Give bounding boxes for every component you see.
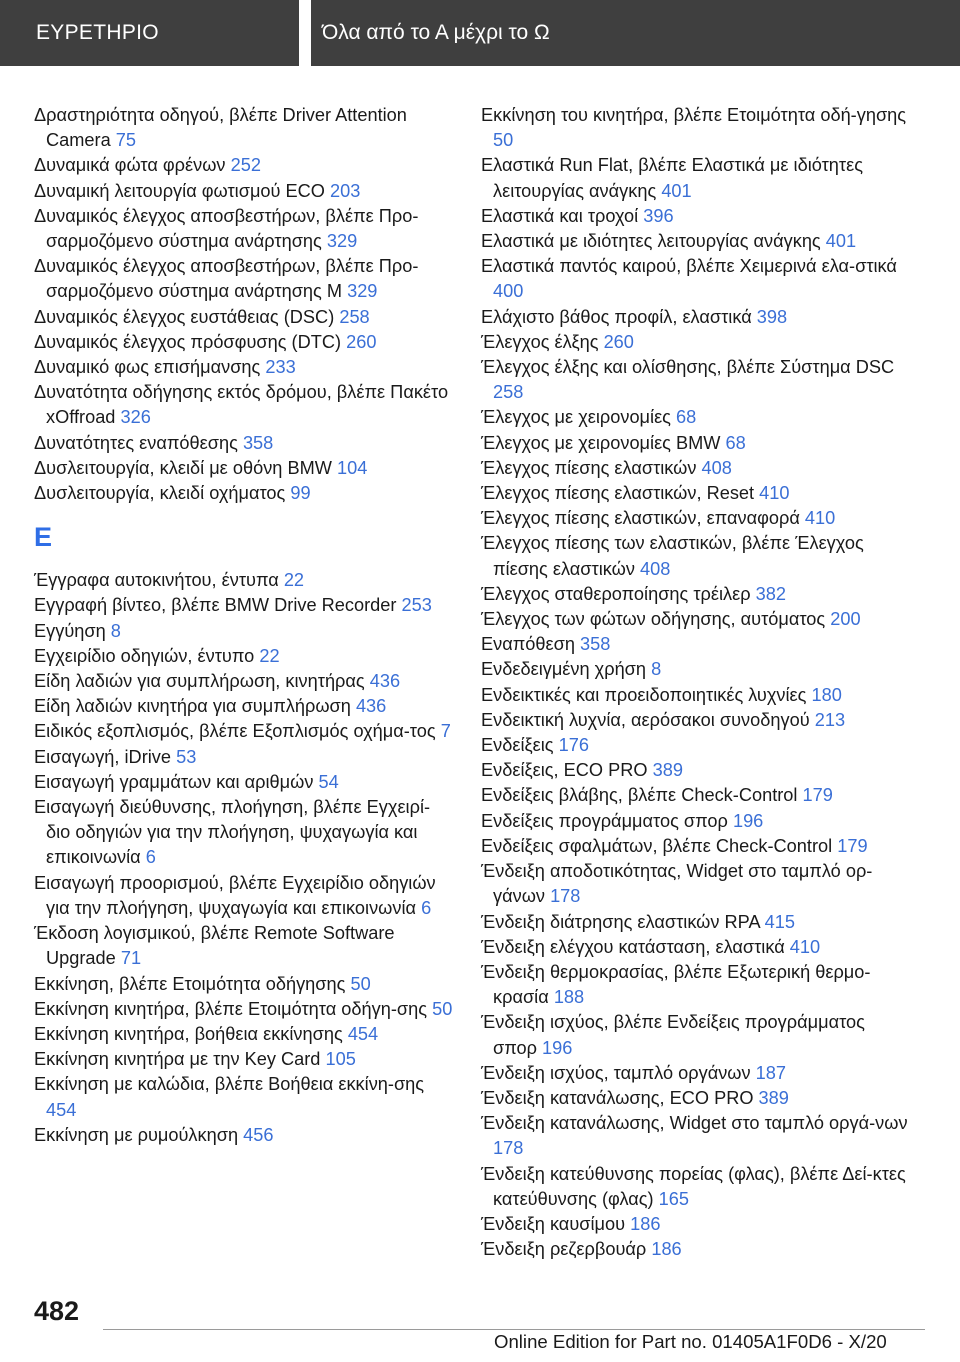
index-entry-text: Ελαστικά και τροχοί [481, 205, 639, 226]
page-link[interactable]: 253 [401, 595, 432, 616]
index-entry [34, 795, 454, 871]
page-link[interactable]: 454 [46, 1099, 77, 1120]
index-entry-text: Ενδεικτικές και προειδοποιητικές λυχνίες [481, 684, 807, 705]
index-entry-text: Εισαγωγή γραμμάτων και αριθμών [34, 771, 314, 792]
index-entry-text: Έλεγχος πίεσης των ελαστικών, βλέπε Έλεγχος πίεσης ελαστικών [481, 533, 864, 579]
index-entry [481, 330, 911, 355]
index-entry-text: Εκκίνηση κινητήρα, βοήθεια εκκίνησης [34, 1023, 343, 1044]
index-entry-text: Ενδείξεις σφαλμάτων, βλέπε Check-Control [481, 835, 833, 856]
index-entry [481, 582, 911, 607]
index-entry [34, 204, 454, 254]
index-entry [481, 1061, 911, 1086]
index-entry [481, 1111, 911, 1161]
index-entry-text: Δυναμικό φως επισήμανσης [34, 357, 261, 378]
index-entry-text: Δυναμικός έλεγχος ευστάθειας (DSC) [34, 306, 335, 327]
page-link[interactable]: 329 [326, 231, 358, 252]
page-link[interactable]: 410 [759, 483, 790, 504]
page-link[interactable]: 382 [755, 583, 787, 604]
page-link[interactable]: 179 [837, 835, 868, 856]
index-entry-text: Έγγραφα αυτοκινήτου, έντυπα [34, 570, 279, 591]
page-link[interactable]: 196 [732, 810, 764, 831]
page-link[interactable]: 436 [369, 671, 401, 692]
page-link[interactable]: 196 [542, 1037, 573, 1058]
index-entry-text: Έκδοση λογισμικού, βλέπε Remote Software Upgrade [34, 923, 395, 969]
index-entry-text: Ένδειξη ελέγχου κατάσταση, ελαστικά [481, 936, 785, 957]
page-link[interactable]: 178 [550, 886, 581, 907]
index-entry-text: Ένδειξη κατανάλωσης, ECO PRO [481, 1087, 754, 1108]
index-entry-text: Εναπόθεση [481, 634, 575, 655]
index-entry [34, 380, 454, 430]
index-entry [481, 1212, 911, 1237]
index-entry-text: Ενδείξεις βλάβης, βλέπε Check-Control [481, 785, 798, 806]
index-entry-text: Έλεγχος έλξης [481, 331, 599, 352]
index-entry [34, 1047, 454, 1072]
index-entry-text: Δυναμικά φώτα φρένων [34, 155, 226, 176]
page-link[interactable]: 396 [643, 205, 674, 226]
index-entry [34, 481, 454, 506]
index-column-left [34, 103, 454, 1148]
index-entry [481, 305, 911, 330]
page-link[interactable]: 329 [347, 281, 378, 302]
index-entry-text: Είδη λαδιών για συμπλήρωση, κινητήρας [34, 671, 365, 692]
index-entry [481, 733, 911, 758]
index-entry-text: Δυνατότητες εναπόθεσης [34, 432, 238, 453]
index-entry-text: Εισαγωγή διεύθυνσης, πλοήγηση, βλέπε Εγχειρί-διο οδηγιών για την πλοήγηση, ψυχαγωγία και επικοινωνία [34, 797, 431, 868]
page-link[interactable]: 6 [145, 847, 156, 868]
index-group-delta [34, 103, 454, 506]
index-entry-text: Ενδεικτική λυχνία, αερόσακοι συνοδηγού [481, 709, 810, 730]
page-link[interactable]: 68 [725, 432, 746, 453]
page-link[interactable]: 71 [120, 948, 142, 969]
index-entry [481, 431, 911, 456]
index-entry [481, 910, 911, 935]
page-link[interactable]: 186 [651, 1239, 682, 1260]
index-entry-text: Ελαστικά παντός καιρού, βλέπε Χειμερινά ελα-στικά [481, 256, 897, 277]
index-entry-text: Ένδειξη ισχύος, ταμπλό οργάνων [481, 1062, 751, 1083]
page-link[interactable]: 233 [265, 357, 296, 378]
page-link[interactable]: 105 [325, 1049, 356, 1070]
index-entry [481, 834, 911, 859]
page-link[interactable]: 54 [318, 771, 339, 792]
index-entry [34, 1072, 454, 1122]
index-entry-text: Ένδειξη διάτρησης ελαστικών RPA [481, 911, 760, 932]
index-entry [34, 1123, 454, 1148]
page-link[interactable]: 408 [701, 457, 732, 478]
index-entry [481, 1237, 911, 1262]
header-bar [0, 0, 960, 66]
index-entry [481, 405, 911, 430]
index-entry-text: Δυνατότητα οδήγησης εκτός δρόμου, βλέπε Πακέτο xOffroad [34, 382, 449, 428]
page-link[interactable]: 6 [421, 897, 432, 918]
index-entry [34, 619, 454, 644]
index-entry [481, 632, 911, 657]
index-entry [481, 960, 911, 1010]
index-entry [34, 330, 454, 355]
page-link[interactable]: 410 [804, 508, 836, 529]
index-entry-text: Εκκίνηση, βλέπε Ετοιμότητα οδήγησης [34, 973, 346, 994]
page-link[interactable]: 436 [355, 696, 387, 717]
index-entry-text: Εγγύηση [34, 620, 106, 641]
page-link[interactable]: 415 [764, 911, 795, 932]
index-entry-text: Ελάχιστο βάθος προφίλ, ελαστικά [481, 306, 752, 327]
index-entry-text: Έλεγχος σταθεροποίησης τρέιλερ [481, 583, 751, 604]
index-entry [481, 153, 911, 203]
index-entry [481, 708, 911, 733]
page-link[interactable]: 187 [755, 1062, 787, 1083]
page-link[interactable]: 53 [176, 746, 197, 767]
index-entry-text: Ελαστικά Run Flat, βλέπε Ελαστικά με ιδιότητες λειτουργίας ανάγκης [481, 155, 863, 201]
index-entry [481, 758, 911, 783]
index-entry [34, 972, 454, 997]
index-entry [481, 1162, 911, 1212]
page-link[interactable]: 178 [493, 1138, 524, 1159]
page-link[interactable]: 389 [652, 760, 683, 781]
index-entry [481, 657, 911, 682]
page-link[interactable]: 8 [651, 659, 662, 680]
index-entry-text: Είδη λαδιών κινητήρα για συμπλήρωση [34, 696, 351, 717]
index-entry-text: Εκκίνηση κινητήρα, βλέπε Ετοιμότητα οδήγη-σης [34, 998, 428, 1019]
index-entry [34, 305, 454, 330]
index-column-right [481, 103, 911, 1262]
index-entry-text: Έλεγχος με χειρονομίες [481, 407, 671, 428]
page-link[interactable]: 326 [120, 407, 151, 428]
tab-a-to-z[interactable]: Όλα από το Α μέχρι το Ω [311, 0, 960, 66]
page-link[interactable]: 389 [758, 1087, 789, 1108]
index-entry [481, 783, 911, 808]
index-entry [481, 254, 911, 304]
index-entry-text: Ένδειξη ρεζερβουάρ [481, 1239, 647, 1260]
index-entry-text: Εκκίνηση του κινητήρα, βλέπε Ετοιμότητα οδή-γησης [481, 105, 907, 125]
index-entry [34, 644, 454, 669]
page-link[interactable]: 186 [630, 1213, 661, 1234]
page-link[interactable]: 50 [493, 130, 514, 151]
page-link[interactable]: 258 [493, 382, 524, 403]
page-link[interactable]: 213 [814, 709, 846, 730]
index-entry [481, 531, 911, 581]
index-entry [481, 683, 911, 708]
page-link[interactable]: 401 [825, 231, 857, 252]
index-entry-text: Ένδειξη αποδοτικότητας, Widget στο ταμπλό ορ-γάνων [481, 861, 873, 907]
page-link[interactable]: 358 [242, 432, 274, 453]
index-entry [34, 254, 454, 304]
index-entry [481, 809, 911, 834]
page-link[interactable]: 50 [350, 973, 371, 994]
page-link[interactable]: 75 [115, 130, 136, 151]
index-entry [34, 431, 454, 456]
page-link[interactable]: 176 [558, 735, 589, 756]
page-number: 482 [34, 1296, 80, 1326]
index-entry-text: Ειδικός εξοπλισμός, βλέπε Εξοπλισμός οχήμα-τος [34, 721, 436, 742]
index-entry [481, 1086, 911, 1111]
page-link[interactable]: 260 [346, 331, 377, 352]
index-entry-text: Ένδειξη θερμοκρασίας, βλέπε Εξωτερική θερμο-κρασία [481, 961, 871, 1008]
index-entry-text: Εισαγωγή, iDrive [34, 746, 172, 767]
index-entry-text: Δυσλειτουργία, κλειδί με οθόνη BMW [34, 457, 332, 478]
page-link[interactable]: 68 [676, 407, 697, 428]
index-entry-text: Ένδειξη κατανάλωσης, Widget στο ταμπλό οργά-νων [481, 1113, 908, 1134]
page-link[interactable]: 22 [283, 570, 305, 591]
page-link[interactable]: 7 [440, 721, 451, 742]
page-link[interactable]: 252 [230, 155, 261, 176]
index-entry [34, 1022, 454, 1047]
index-entry [34, 355, 454, 380]
index-entry-text: Ενδείξεις προγράμματος σπορ [481, 810, 728, 831]
index-entry [481, 935, 911, 960]
index-entry-text: Έλεγχος με χειρονομίες BMW [481, 432, 721, 453]
index-entry [34, 179, 454, 204]
index-entry [481, 103, 911, 153]
page-link[interactable]: 400 [493, 281, 524, 302]
index-entry [34, 871, 454, 921]
index-entry [34, 770, 454, 795]
index-entry-text: Δραστηριότητα οδηγού, βλέπε Driver Attention Camera [34, 105, 407, 151]
page-link[interactable]: 401 [661, 180, 692, 201]
index-entry-text: Δυναμικός έλεγχος πρόσφυσης (DTC) [34, 331, 342, 352]
index-entry-text: Έλεγχος των φώτων οδήγησης, αυτόματος [481, 609, 826, 630]
index-entry-text: Εισαγωγή προορισμού, βλέπε Εγχειρίδιο οδηγιών για την πλοήγηση, ψυχαγωγία και επικοινωνία [34, 872, 436, 918]
index-entry [34, 568, 454, 593]
page-link[interactable]: 179 [802, 785, 833, 806]
index-entry-text: Ένδειξη καυσίμου [481, 1213, 626, 1234]
page-link[interactable]: 99 [290, 483, 311, 504]
index-entry [34, 997, 454, 1022]
index-entry [481, 607, 911, 632]
index-entry [481, 1010, 911, 1060]
edition-note: Online Edition for Part no. 01405A1F0D6 - X/20 [494, 1331, 887, 1352]
page-link[interactable]: 358 [580, 634, 611, 655]
index-entry [34, 153, 454, 178]
page-link[interactable]: 456 [243, 1124, 274, 1145]
index-entry-text: Δυναμικός έλεγχος αποσβεστήρων, βλέπε Προ-σαρμοζόμενο σύστημα ανάρτησης M [34, 256, 419, 302]
index-entry-text: Εκκίνηση κινητήρα με την Key Card [34, 1049, 321, 1070]
page-link[interactable]: 454 [347, 1023, 379, 1044]
index-entry-text: Δυναμικός έλεγχος αποσβεστήρων, βλέπε Προ-σαρμοζόμενο σύστημα ανάρτησης [34, 205, 419, 252]
index-entry [481, 355, 911, 405]
index-group-epsilon-cont [481, 103, 911, 1262]
index-entry-text: Δυσλειτουργία, κλειδί οχήματος [34, 483, 286, 504]
page-link[interactable]: 180 [811, 684, 842, 705]
index-entry [34, 456, 454, 481]
page-link[interactable]: 258 [339, 306, 370, 327]
index-entry [34, 669, 454, 694]
index-entry-text: Ελαστικά με ιδιότητες λειτουργίας ανάγκης [481, 231, 821, 252]
index-entry-text: Εκκίνηση με καλώδια, βλέπε Βοήθεια εκκίνη-σης [34, 1074, 425, 1095]
index-entry-text: Ενδείξεις, ECO PRO [481, 760, 648, 781]
page-link[interactable]: 398 [756, 306, 788, 327]
index-group-epsilon [34, 568, 454, 1148]
page-link[interactable]: 260 [603, 331, 634, 352]
index-entry [481, 456, 911, 481]
section-letter: Ε [34, 522, 53, 553]
index-entry-text: Ένδειξη κατεύθυνσης πορείας (φλας), βλέπε Δεί-κτες κατεύθυνσης (φλας) [481, 1163, 906, 1209]
index-entry [481, 229, 911, 254]
footer-divider [103, 1329, 925, 1330]
index-entry-text: Ενδείξεις [481, 735, 554, 756]
page-link[interactable]: 104 [336, 457, 368, 478]
index-entry-text: Έλεγχος πίεσης ελαστικών, επαναφορά [481, 508, 800, 529]
index-entry-text: Δυναμική λειτουργία φωτισμού ECO [34, 180, 325, 201]
page-link[interactable]: 200 [830, 609, 861, 630]
index-entry [34, 745, 454, 770]
index-entry [34, 921, 454, 971]
index-entry-text: Ένδειξη ισχύος, βλέπε Ενδείξεις προγράμματος σπορ [481, 1012, 865, 1058]
index-entry [34, 103, 454, 153]
index-entry [481, 859, 911, 909]
index-entry [481, 481, 911, 506]
index-entry [34, 719, 454, 744]
page-link[interactable]: 410 [789, 936, 821, 957]
index-entry [34, 593, 454, 618]
index-entry [34, 694, 454, 719]
index-entry-text: Εγγραφή βίντεο, βλέπε BMW Drive Recorder [34, 595, 397, 616]
index-entry-text: Εγχειρίδιο οδηγιών, έντυπο [34, 645, 255, 666]
tab-index[interactable]: ΕΥΡΕΤΗΡΙΟ [0, 0, 299, 66]
page-link[interactable]: 22 [259, 645, 280, 666]
page-link[interactable]: 50 [432, 998, 453, 1019]
index-entry-text: Έλεγχος πίεσης ελαστικών [481, 457, 697, 478]
page-link[interactable]: 165 [658, 1188, 690, 1209]
page-link[interactable]: 188 [553, 987, 585, 1008]
page-link[interactable]: 203 [330, 180, 361, 201]
index-entry-text: Εκκίνηση με ρυμούλκηση [34, 1124, 239, 1145]
page-link[interactable]: 8 [110, 620, 121, 641]
index-entry [481, 506, 911, 531]
page-link[interactable]: 408 [639, 558, 671, 579]
index-entry-text: Έλεγχος έλξης και ολίσθησης, βλέπε Σύστημα DSC [481, 357, 895, 378]
index-entry-text: Έλεγχος πίεσης ελαστικών, Reset [481, 483, 755, 504]
index-entry-text: Ενδεδειγμένη χρήση [481, 659, 647, 680]
index-entry [481, 204, 911, 229]
